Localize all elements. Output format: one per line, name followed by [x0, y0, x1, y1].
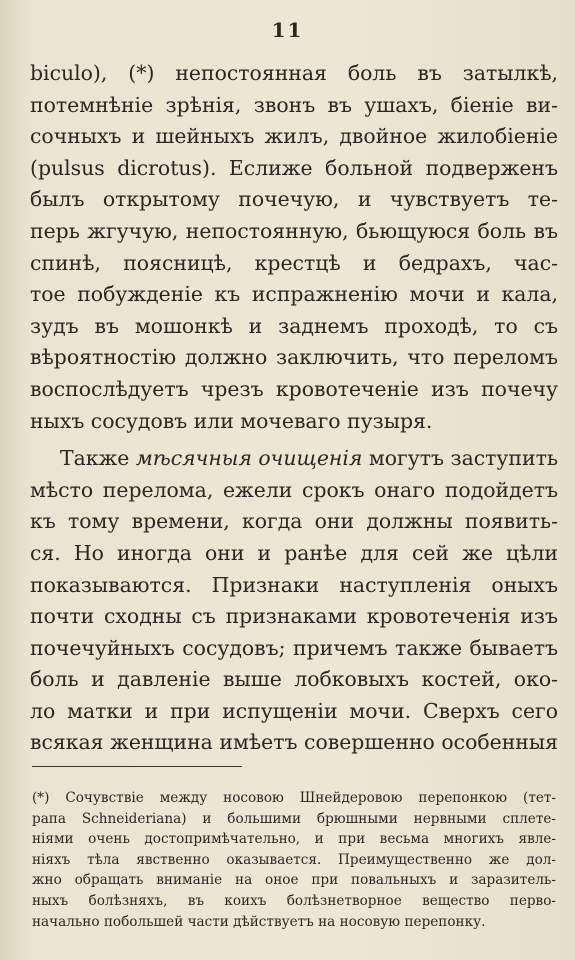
text-line: почти сходны съ признаками кровотеченія изъ	[30, 604, 558, 629]
footnote-line: жно обращать вниманіе на оное при повальныхъ и заразитель-	[32, 872, 556, 889]
footnote-line: ныхъ болѣзняхъ, въ коихъ болѣзнетворное вещество перво-	[32, 892, 556, 909]
text-line: сочныхъ и шейныхъ жилъ, двойное жилобіеніе	[30, 124, 558, 149]
text-line: показываются. Признаки наступленія оныхъ	[30, 572, 558, 597]
paragraph-2	[30, 443, 558, 759]
text-line: былъ открытому почечую, и чувствуетъ те-	[30, 187, 558, 212]
text-line: ныхъ сосудовъ или мочеваго пузыря.	[30, 408, 433, 433]
text-line: ло матки и при испущеніи мочи. Сверхъ сего	[30, 698, 558, 723]
text-line: къ тому времени, когда они должны появить-	[30, 509, 558, 534]
footnote-line: ніями очень достопримѣчательно, и при весьма многихъ явле-	[32, 831, 556, 848]
footnote-line: рапа Schneideriana) и большими брюшными нервными сплете-	[32, 810, 556, 827]
text-fragment: Также	[60, 446, 130, 471]
text-line: перь жгучую, непостоянную, бьющуюся боль въ	[30, 218, 558, 243]
text-line: боль и давленіе выше лобковыхъ костей, око-	[30, 667, 558, 692]
text-line: потемнѣніе зрѣнія, звонъ въ ушахъ, біеніе ви-	[30, 92, 558, 117]
text-line: почечуйныхъ сосудовъ; причемъ также бываетъ	[30, 635, 558, 660]
text-line: мѣсто перелома, ежели срокъ онаго подойдетъ	[30, 477, 558, 502]
text-line: зудъ въ мошонкѣ и заднемъ проходѣ, то съ	[30, 313, 558, 338]
text-line: спинѣ, поясницѣ, крестцѣ и бедрахъ, час-	[30, 250, 558, 275]
text-line: (pulsus dicrotus). Еслиже больной подверженъ	[30, 155, 558, 180]
footnote	[32, 788, 556, 932]
text-line: ся. Но иногда они и ранѣе для сей же цѣли	[30, 540, 558, 565]
page-number: 11	[271, 18, 304, 42]
footnote-line: начально побольшей части дѣйствуетъ на носовую перепонку.	[32, 913, 486, 930]
text-fragment: могутъ заступить	[368, 446, 558, 471]
text-line: biculo), (*) непостоянная боль въ затылкѣ,	[30, 61, 558, 85]
footnote-line: ніяхъ тѣла явственно оказывается. Преимущественно же дол-	[32, 851, 556, 868]
italic-term: мѣсячныя очищенія	[135, 446, 363, 471]
main-text	[30, 58, 558, 759]
text-line-first	[30, 443, 558, 475]
text-line: всякая женщина имѣетъ совершенно особенныя	[30, 730, 558, 755]
footnote-line: (*) Сочувствіе между носовою Шнейдеровою перепонкою (тет-	[32, 790, 556, 806]
text-line: тое побужденіе къ испражненію мочи и кала,	[30, 282, 558, 307]
text-line: воспослѣдуетъ чрезъ кровотеченіе изъ почечу	[30, 376, 558, 401]
paragraph-1	[30, 58, 558, 437]
text-line: вѣроятностію должно заключить, что переломъ	[30, 345, 558, 370]
footnote-divider	[32, 766, 242, 767]
